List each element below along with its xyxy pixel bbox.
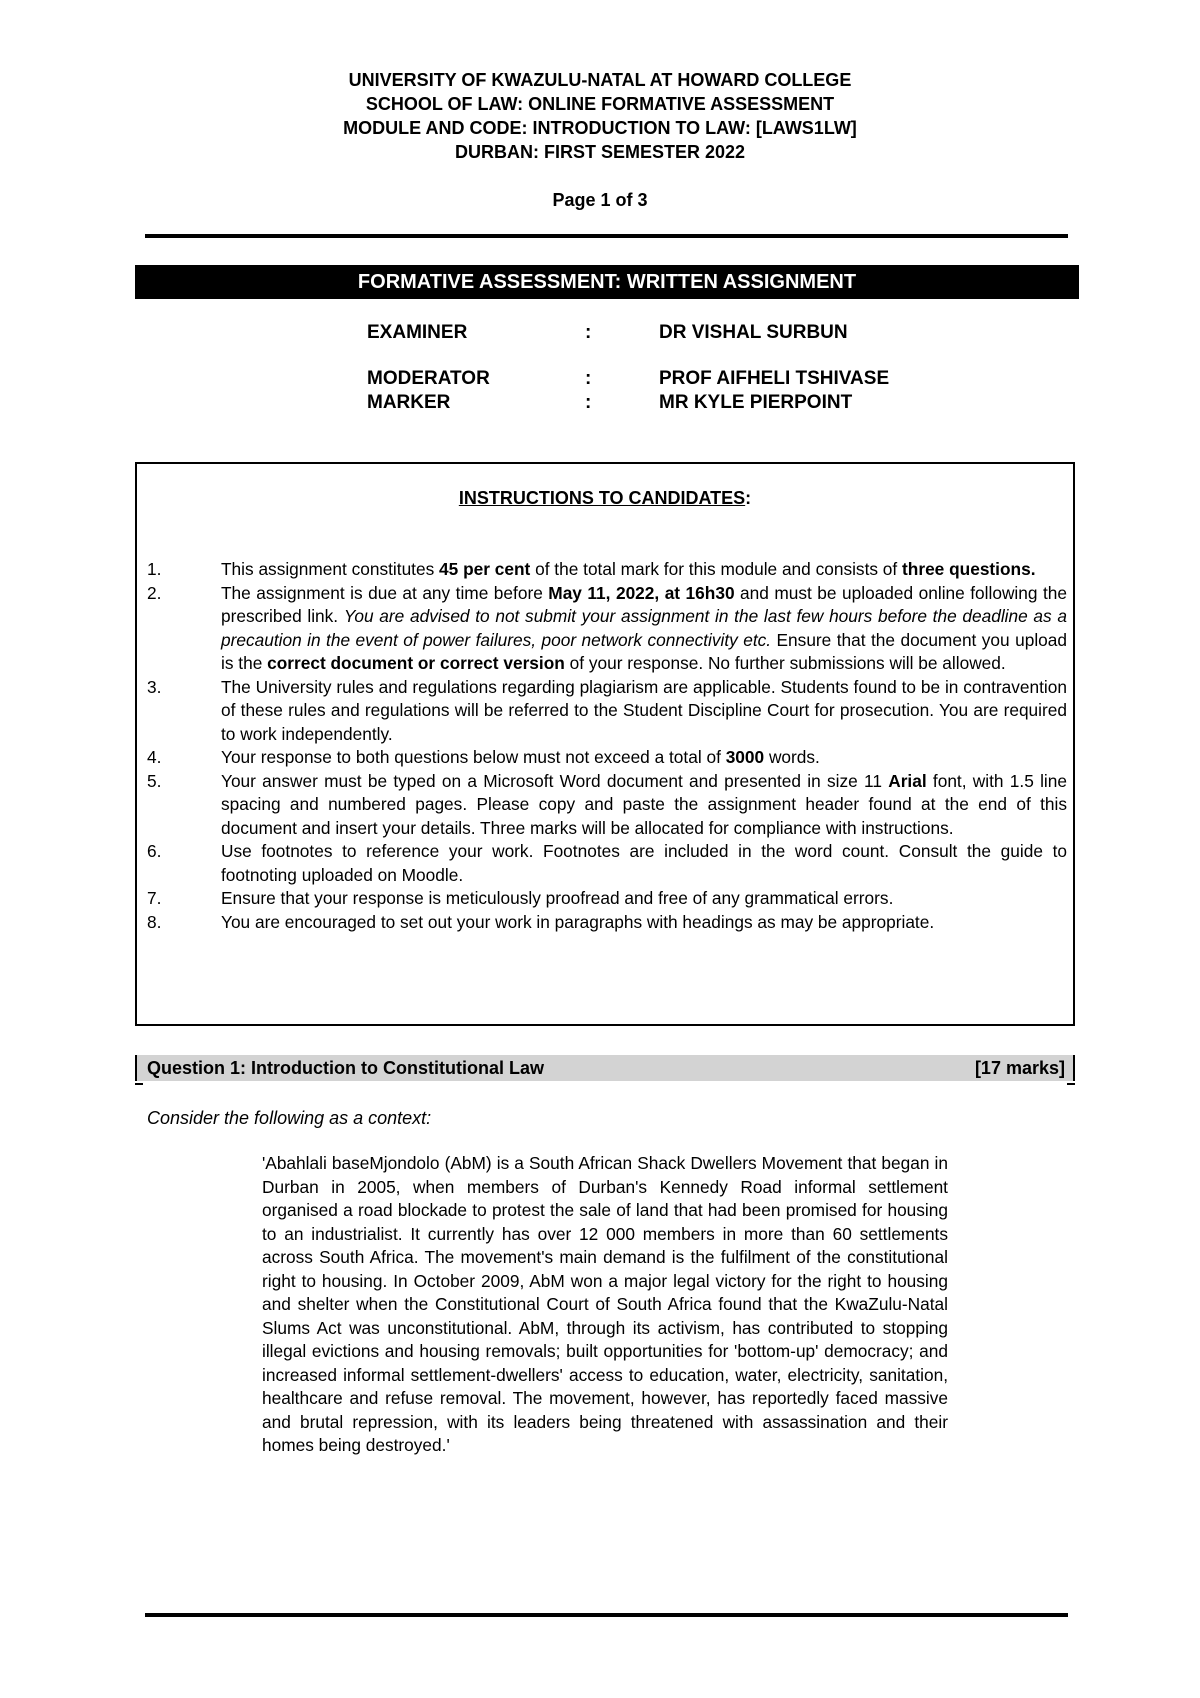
instruction-number: 2.: [147, 582, 162, 603]
instruction-item: [147, 676, 1067, 747]
instruction-text: May 11, 2022, at 16h30: [548, 582, 735, 603]
instruction-number: 1.: [147, 559, 162, 579]
instruction-number: 5.: [147, 770, 162, 791]
instruction-text: Your response to both questions below must not exceed a total of: [221, 747, 726, 767]
instruction-text: font, with 1.5 line spacing and numbered pages. Please copy and paste the assignment header found at the end of this document and insert your details. Three marks will be allocated for compliance with instructions.: [221, 770, 1067, 838]
instruction-item: [147, 582, 1067, 676]
staff-separator: :: [585, 392, 592, 413]
instruction-text: of your response. No further submissions will be allowed.: [564, 653, 1006, 673]
staff-separator: :: [585, 322, 592, 343]
assessment-banner: FORMATIVE ASSESSMENT: WRITTEN ASSIGNMENT: [135, 265, 1079, 299]
instructions-title: INSTRUCTIONS TO CANDIDATES:: [458, 488, 752, 508]
instruction-text: and must be uploaded online following the prescribed link.: [221, 582, 1067, 626]
header-university: UNIVERSITY OF KWAZULU-NATAL AT HOWARD COLLEGE: [348, 70, 852, 90]
staff-role: MARKER: [367, 392, 451, 413]
instruction-text: This assignment constitutes: [221, 559, 440, 579]
instruction-text: 45 per cent: [439, 559, 531, 579]
instruction-text: The University rules and regulations regarding plagiarism are applicable. Students found to be in contravention of these rules and regulations will be referred to the Student Discipline Court for prosecution. You are required to work independently.: [221, 676, 1067, 744]
instruction-text: 3000: [725, 747, 765, 767]
staff-separator: :: [585, 368, 592, 389]
instruction-number: 4.: [147, 747, 162, 767]
instruction-number: 6.: [147, 841, 162, 861]
staff-role: EXAMINER: [367, 322, 468, 343]
instruction-item: [147, 887, 1067, 911]
instruction-text: You are advised to not submit your assignment in the last few hours before the deadline as a precaution in the event of power failures, poor network connectivity etc.: [221, 606, 1067, 650]
staff-name: PROF AIFHELI TSHIVASE: [659, 368, 890, 389]
staff-name: DR VISHAL SURBUN: [659, 322, 848, 343]
instruction-text: of the total mark for this module and consists of: [530, 559, 903, 579]
instruction-text: Arial: [888, 770, 927, 791]
question-title: Question 1: Introduction to Constitutional Law: [147, 1057, 544, 1078]
header-semester: DURBAN: FIRST SEMESTER 2022: [454, 142, 746, 162]
instruction-item: [147, 911, 1067, 935]
instruction-text: Use footnotes to reference your work. Footnotes are included in the word count. Consult the guide to footnoting uploaded on Moodle.: [221, 841, 1067, 885]
instruction-text: Ensure that your response is meticulously proofread and free of any grammatical errors.: [221, 888, 894, 908]
instruction-number: 3.: [147, 676, 162, 697]
instruction-item: [147, 770, 1067, 841]
instruction-item: [147, 840, 1067, 887]
question-header-bar: [135, 1055, 1075, 1081]
instruction-item: [147, 558, 1067, 582]
bottom-divider: [145, 1613, 1068, 1617]
instruction-text: You are encouraged to set out your work in paragraphs with headings as may be appropriate.: [221, 911, 935, 932]
bar-corner-right: [1067, 1083, 1075, 1085]
instruction-number: 8.: [147, 911, 162, 932]
document-header: [0, 68, 1200, 164]
instruction-text: The assignment is due at any time before: [221, 582, 549, 603]
instructions-list: [147, 558, 1067, 934]
header-school: SCHOOL OF LAW: ONLINE FORMATIVE ASSESSMENT: [365, 94, 835, 114]
staff-role: MODERATOR: [367, 368, 490, 389]
instruction-text: three questions.: [902, 559, 1036, 579]
staff-name: MR KYLE PIERPOINT: [659, 392, 853, 413]
header-module: MODULE AND CODE: INTRODUCTION TO LAW: [LAWS1LW]: [343, 118, 857, 138]
instruction-text: Your answer must be typed on a Microsoft Word document and presented in size 11: [221, 770, 889, 791]
instruction-text: correct document or correct version: [267, 653, 565, 673]
page-number: Page 1 of 3: [552, 190, 648, 210]
bar-corner-left: [135, 1083, 143, 1085]
instruction-number: 7.: [147, 888, 162, 908]
instructions-box: [135, 462, 1075, 1026]
context-quote: 'Abahlali baseMjondolo (AbM) is a South African Shack Dwellers Movement that began in Durban in 2005, when members of Durban's Kennedy Road informal settlement organised a road blockade to protest the sale of land that had been promised for housing to an industrialist. It currently has over 12 000 members in more than 60 settlements across South Africa. The movement's main demand is the fulfilment of the constitutional right to housing. In October 2009, AbM won a major legal victory for the right to housing and shelter when the Constitutional Court of South Africa found that the KwaZulu-Natal Slums Act was unconstitutional. AbM, through its activism, has contributed to stopping illegal evictions and housing removals; built opportunities for 'bottom-up' democracy; and increased informal settlement-dwellers' access to education, water, electricity, sanitation, healthcare and refuse removal. The movement, however, has reportedly faced massive and brutal repression, with its leaders being threatened with assassination and their homes being destroyed.': [262, 1153, 948, 1455]
instruction-item: [147, 746, 1067, 770]
context-label: Consider the following as a context:: [147, 1108, 432, 1128]
instruction-text: words.: [764, 747, 820, 767]
top-divider: [145, 234, 1068, 238]
question-marks: [17 marks]: [974, 1057, 1065, 1078]
instruction-text: Ensure that the document you upload is the: [221, 629, 1067, 673]
